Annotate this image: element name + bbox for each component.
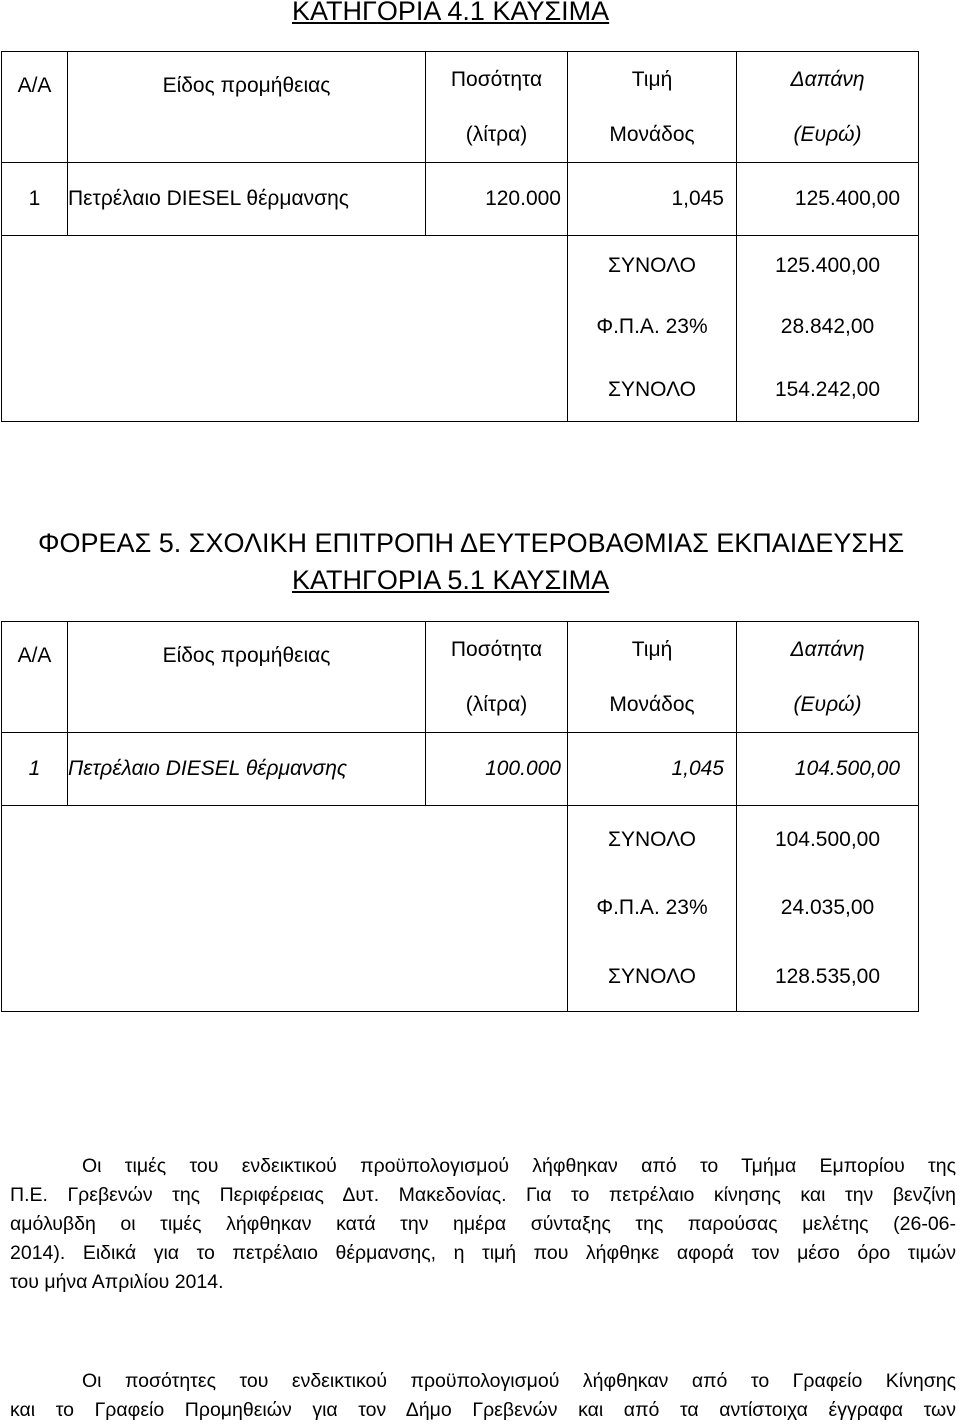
header-qty-label: Ποσότητα (450, 637, 543, 661)
body-title: ΦΟΡΕΑΣ 5. ΣΧΟΛΙΚΗ ΕΠΙΤΡΟΠΗ ΔΕΥΤΕΡΟΒΑΘΜΙΑΣ ΕΚΠΑΙΔΕΥΣΗΣ (38, 528, 905, 558)
header-qty-label: Ποσότητα (450, 67, 543, 91)
totals-blank (2, 806, 568, 1012)
header-cost-unit: (Ευρώ) (793, 122, 862, 146)
grand-total-label: ΣΥΝΟΛΟ (568, 358, 737, 422)
totals-row (2, 236, 919, 297)
row-aa: 1 (2, 163, 68, 236)
header-price-unit: Μονάδος (609, 692, 695, 716)
header-cost (737, 622, 919, 733)
table-row (2, 733, 919, 806)
row-price: 1,045 (568, 733, 737, 806)
note-line: του μήνα Απριλίου 2014. (10, 1271, 224, 1293)
header-aa (2, 52, 68, 163)
total-value: 125.400,00 (737, 236, 919, 297)
header-qty (426, 622, 568, 733)
grand-total-value: 154.242,00 (737, 358, 919, 422)
row-cost: 125.400,00 (737, 163, 919, 236)
header-cost-label: Δαπάνη (790, 67, 865, 91)
totals-blank (2, 236, 568, 422)
header-cost-label: Δαπάνη (790, 637, 865, 661)
note-line: αμόλυβδη οι τιμές λήφθηκαν κατά την ημέρα σύνταξης της παρούσας μελέτης (26-06- (10, 1213, 956, 1235)
row-price: 1,045 (568, 163, 737, 236)
header-price-label: Τιμή (631, 637, 673, 661)
header-price (568, 622, 737, 733)
note-line: Οι ποσότητες του ενδεικτικού προϋπολογισμού λήφθηκαν από το Γραφείο Κίνησης (82, 1370, 956, 1392)
header-item-label: Είδος προμήθειας (162, 643, 331, 667)
row-qty: 100.000 (426, 733, 568, 806)
header-qty-unit: (λίτρα) (465, 692, 528, 716)
row-aa: 1 (2, 733, 68, 806)
row-item: Πετρέλαιο DIESEL θέρμανσης (68, 733, 426, 806)
note-line: Οι τιμές του ενδεικτικού προϋπολογισμού λήφθηκαν από το Τμήμα Εμπορίου της (82, 1155, 956, 1177)
header-price-unit: Μονάδος (609, 122, 695, 146)
grand-total-value: 128.535,00 (737, 942, 919, 1012)
header-cost-unit: (Ευρώ) (793, 692, 862, 716)
header-aa-label: Α/Α (17, 73, 52, 97)
header-qty-unit: (λίτρα) (465, 122, 528, 146)
vat-label: Φ.Π.Α. 23% (568, 874, 737, 942)
table-header-row (2, 52, 919, 163)
vat-value: 24.035,00 (737, 874, 919, 942)
grand-total-label: ΣΥΝΟΛΟ (568, 942, 737, 1012)
note-line: Π.Ε. Γρεβενών της Περιφέρειας Δυτ. Μακεδονίας. Για το πετρέλαιο κίνησης και την βενζίνη (10, 1184, 956, 1206)
vat-label: Φ.Π.Α. 23% (568, 296, 737, 358)
header-aa-label: Α/Α (17, 643, 52, 667)
category-title-4-1: ΚΑΤΗΓΟΡΙΑ 4.1 ΚΑΥΣΙΜΑ (292, 0, 610, 26)
total-label: ΣΥΝΟΛΟ (568, 236, 737, 297)
row-qty: 120.000 (426, 163, 568, 236)
quantity-source-note (10, 1367, 956, 1425)
total-value: 104.500,00 (737, 806, 919, 875)
category-title-5-1: ΚΑΤΗΓΟΡΙΑ 5.1 ΚΑΥΣΙΜΑ (292, 565, 610, 595)
fuel-table-4-1 (1, 51, 919, 422)
row-item: Πετρέλαιο DIESEL θέρμανσης (68, 163, 426, 236)
header-price-label: Τιμή (631, 67, 673, 91)
vat-value: 28.842,00 (737, 296, 919, 358)
table-header-row (2, 622, 919, 733)
table-row (2, 163, 919, 236)
header-price (568, 52, 737, 163)
totals-row (2, 806, 919, 875)
price-source-note (10, 1152, 956, 1297)
header-qty (426, 52, 568, 163)
row-cost: 104.500,00 (737, 733, 919, 806)
header-item (68, 622, 426, 733)
header-item-label: Είδος προμήθειας (162, 73, 331, 97)
header-aa (2, 622, 68, 733)
note-line: και το Γραφείο Προμηθειών για τον Δήμο Γρεβενών και από τα αντίστοιχα έγγραφα των (10, 1399, 956, 1421)
header-item (68, 52, 426, 163)
total-label: ΣΥΝΟΛΟ (568, 806, 737, 875)
fuel-table-5-1 (1, 621, 919, 1012)
header-cost (737, 52, 919, 163)
note-line: 2014). Ειδικά για το πετρέλαιο θέρμανσης, η τιμή που λήφθηκε αφορά τον μέσο όρο τιμών (10, 1242, 956, 1264)
